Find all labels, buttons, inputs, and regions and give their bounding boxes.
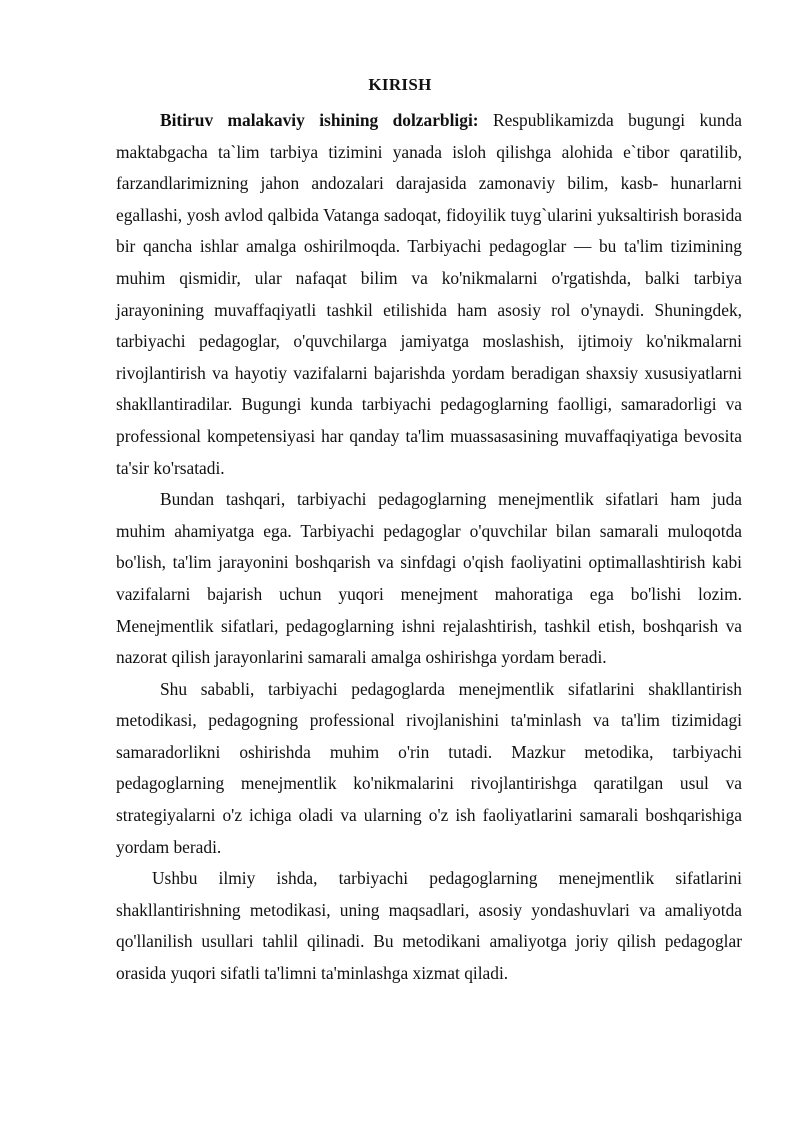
paragraph-2: Bundan tashqari, tarbiyachi pedagoglarning menejmentlik sifatlari ham juda muhim ahamiyatga ega. Tarbiyachi pedagoglar o'quvchilar bilan samarali muloqotda bo'lish, ta'lim jarayonini boshqarish va sinfdagi o'qish faoliyatini optimallashtirish kabi vazifalarni bajarish uchun yuqori menejment mahoratiga ega bo'lishi lozim. Menejmentlik sifatlari, pedagoglarning ishni rejalashtirish, tashkil etish, boshqarish va nazorat qilish jarayonlarini samarali amalga oshirishga yordam beradi. xyxy=(116,489,742,668)
paragraph-1 xyxy=(116,105,742,484)
paragraph-1-text: Respublikamizda bugungi kunda maktabgacha ta`lim tarbiya tizimini yanada isloh qilishga alohida e`tibor qaratilib, farzandlarimizning jahon andozalari darajasida zamonaviy bilim, kasb- hunarlarni egallashi, yosh avlod qalbida Vatanga sadoqat, fidoyilik tuyg`ularini yuksaltirish borasida bir qancha ishlar amalga oshirilmoqda. Tarbiyachi pedagoglar — bu ta'lim tizimining muhim qismidir, ular nafaqat bilim va ko'nikmalarni o'rgatishda, balki tarbiya jarayonining muvaffaqiyatli tashkil etilishida ham asosiy rol o'ynaydi. Shuningdek, tarbiyachi pedagoglar, o'quvchilarga jamiyatga moslashish, ijtimoiy ko'nikmalarni rivojlantirish va hayotiy vazifalarni bajarishda yordam beradigan shaxsiy xususiyatlarni shakllantiradilar. Bugungi kunda tarbiyachi pedagoglarning faolligi, samaradorligi va professional kompetensiyasi har qanday ta'lim muassasasining muvaffaqiyatiga bevosita ta'sir ko'rsatadi. xyxy=(116,110,742,478)
document-heading: KIRISH xyxy=(368,75,432,94)
document-body xyxy=(116,105,742,990)
paragraph-3: Shu sababli, tarbiyachi pedagoglarda menejmentlik sifatlarini shakllantirish metodikasi, pedagogning professional rivojlanishini ta'minlash va ta'lim tizimidagi samaradorlikni oshirishda muhim o'rin tutadi. Mazkur metodika, tarbiyachi pedagoglarning menejmentlik ko'nikmalarini rivojlantirishga qaratilgan usul va strategiyalarni o'z ichiga oladi va ularning o'z ish faoliyatlarini samarali boshqarishiga yordam beradi. xyxy=(116,678,742,857)
paragraph-4: Ushbu ilmiy ishda, tarbiyachi pedagoglarning menejmentlik sifatlarini shakllantirishning metodikasi, uning maqsadlari, asosiy yondashuvlari va amaliyotda qo'llanilish usullari tahlil qilinadi. Bu metodikani amaliyotga joriy qilish pedagoglar orasida yuqori sifatli ta'limni ta'minlashga xizmat qiladi. xyxy=(116,868,742,984)
paragraph-1-lead: Bitiruv malakaviy ishining dolzarbligi: xyxy=(160,110,479,130)
